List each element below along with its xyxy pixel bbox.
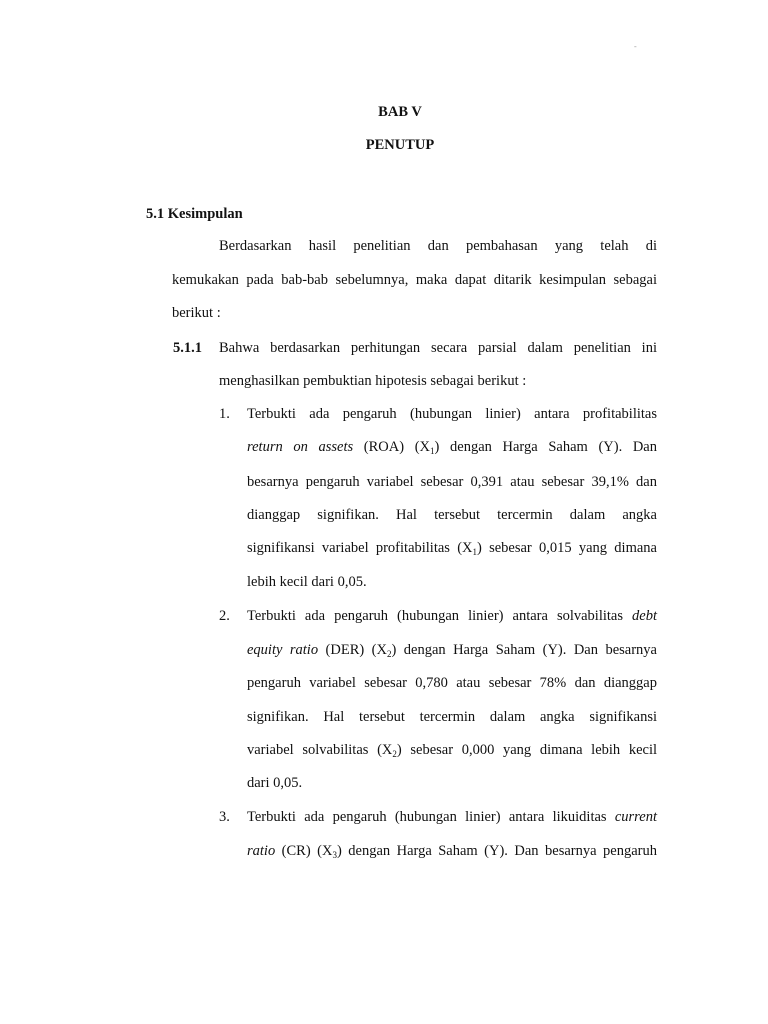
subsection-line-1: Bahwa berdasarkan perhitungan secara parsial dalam penelitian ini [219,340,657,356]
item-3-line-2: ratio (CR) $(X_3)$ dengan Harga Saham (Y). Dan besarnya pengaruh [247,843,657,860]
subsection-number: 5.1.1 [173,340,202,356]
page-mark: - [634,42,637,51]
item-2-line-2: equity ratio (DER) $(X_2)$ dengan Harga Saham (Y). Dan besarnya [247,642,657,659]
item-2-line-3: pengaruh variabel sebesar 0,780 atau sebesar 78% dan dianggap [247,675,657,691]
chapter-title: PENUTUP [365,137,435,153]
item-number: 3. [219,809,230,825]
item-3-line-1: Terbukti ada pengaruh (hubungan linier) antara likuiditas current [247,809,657,825]
item-1-line-5: signifikansi variabel profitabilitas $(X_1)$ sebesar 0,015 yang dimana [247,540,657,557]
item-2-line-4: signifikan. Hal tersebut tercermin dalam angka signifikansi [247,709,657,725]
item-2-line-5: variabel solvabilitas $(X_2)$ sebesar 0,000 yang dimana lebih kecil [247,742,657,759]
item-1-line-2: return on assets (ROA) $(X_1)$ dengan Harga Saham (Y). Dan [247,439,657,456]
section-heading: 5.1 Kesimpulan [146,206,243,222]
item-1-line-6: lebih kecil dari 0,05. [247,574,367,590]
item-2-line-6: dari 0,05. [247,775,303,791]
intro-line-1: Berdasarkan hasil penelitian dan pembahasan yang telah di [219,238,657,254]
item-number: 2. [219,608,230,624]
item-1-line-1: Terbukti ada pengaruh (hubungan linier) antara profitabilitas [247,406,657,422]
item-number: 1. [219,406,230,422]
item-2-line-1: Terbukti ada pengaruh (hubungan linier) antara solvabilitas debt [247,608,657,624]
intro-line-2: kemukakan pada bab-bab sebelumnya, maka dapat ditarik kesimpulan sebagai [172,272,657,288]
subsection-line-2: menghasilkan pembuktian hipotesis sebagai berikut : [219,373,527,389]
chapter-label: BAB V [378,104,422,120]
item-1-line-3: besarnya pengaruh variabel sebesar 0,391 atau sebesar 39,1% dan [247,474,657,490]
intro-line-3: berikut : [172,305,221,321]
item-1-line-4: dianggap signifikan. Hal tersebut tercermin dalam angka [247,507,657,523]
